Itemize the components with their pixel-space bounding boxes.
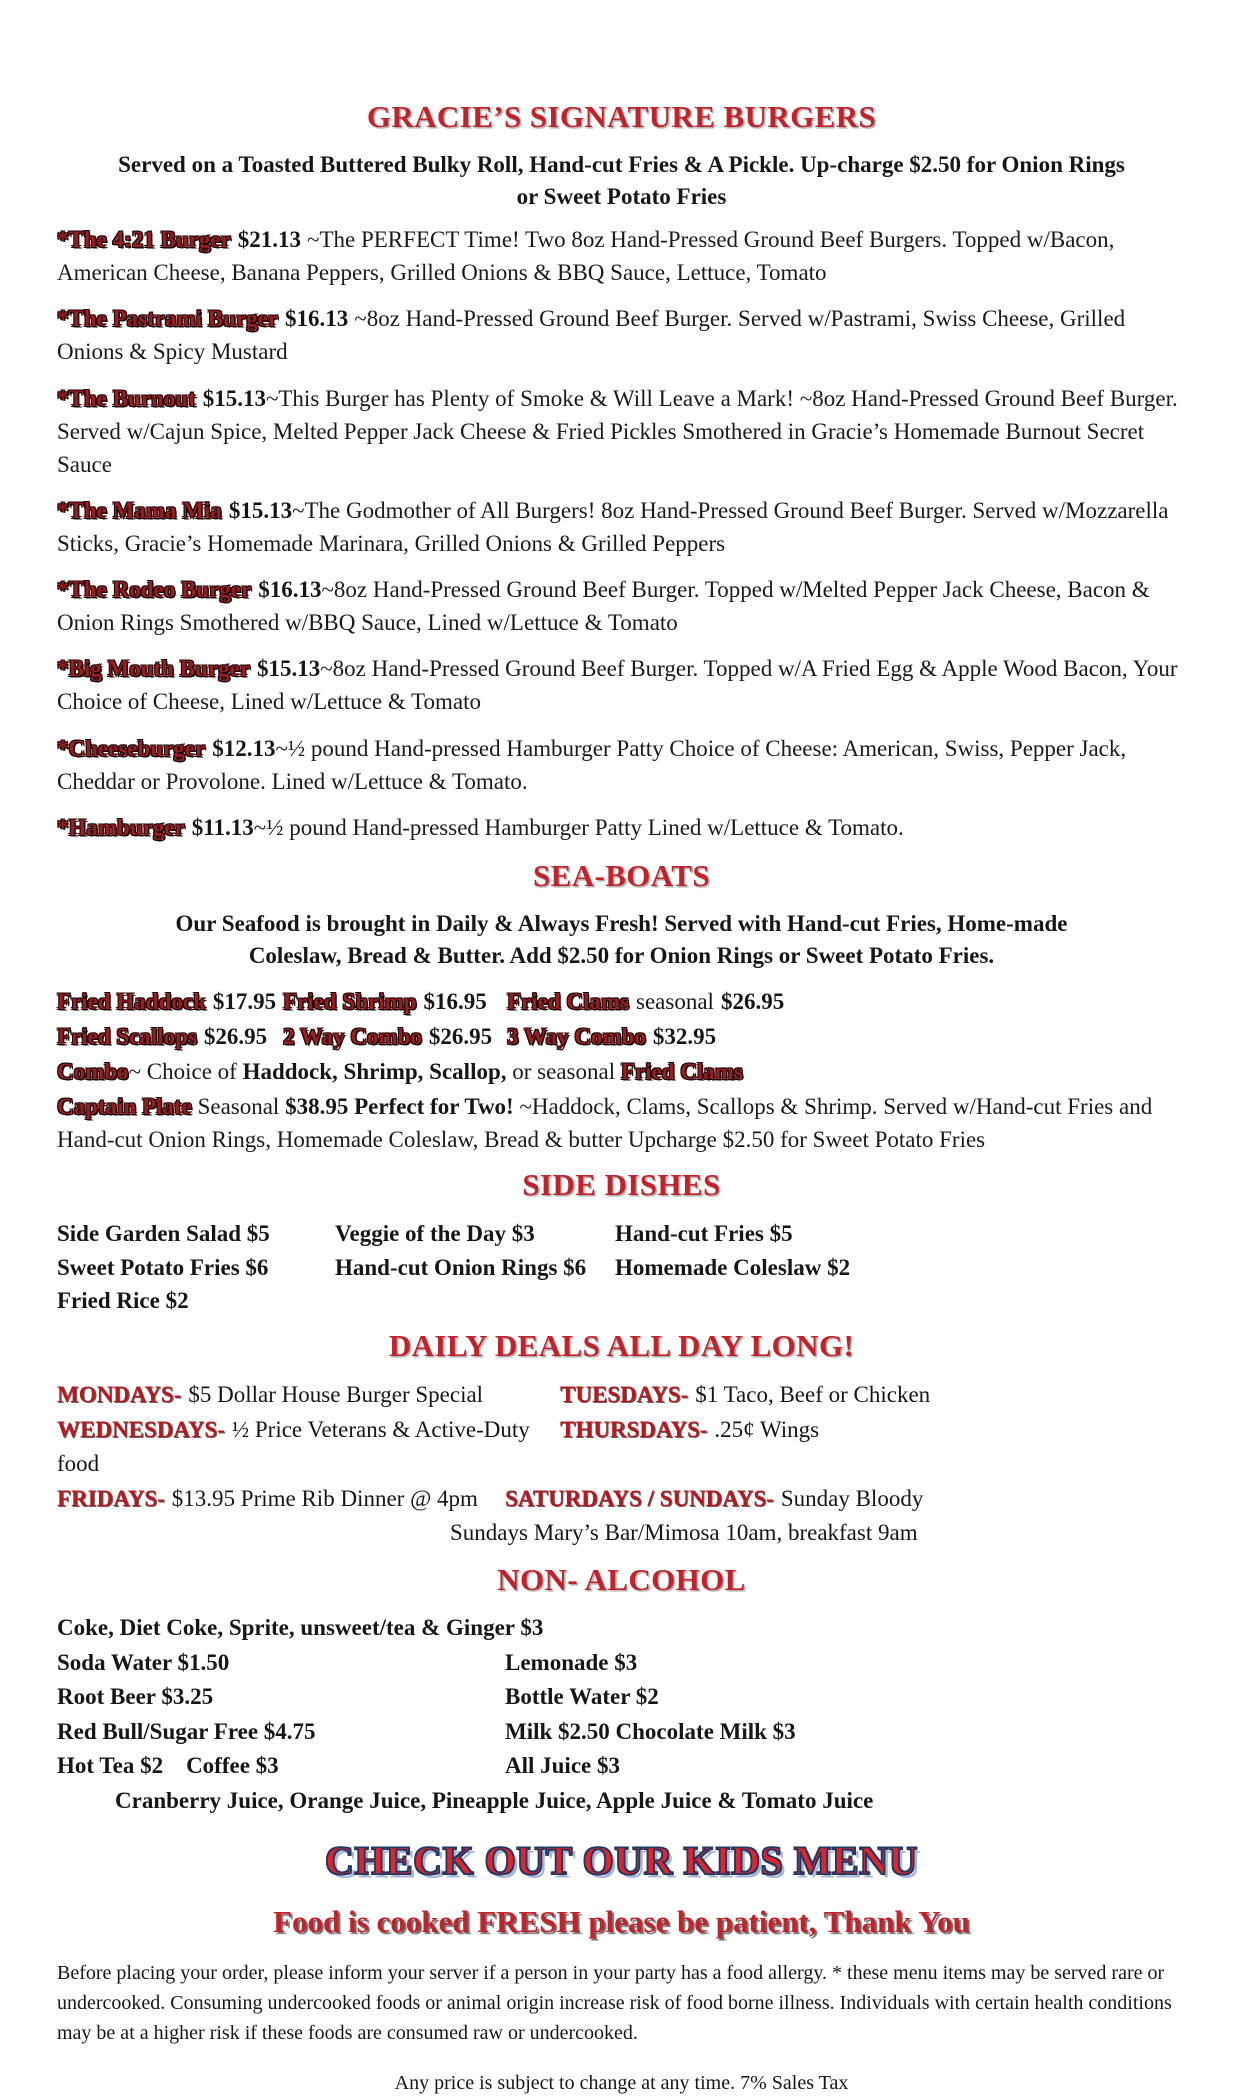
deal-friday [57, 1482, 505, 1517]
item-price: $15.13 [202, 385, 266, 411]
drink-item: All Juice $3 [505, 1753, 620, 1779]
item-name: *Cheeseburger [57, 735, 206, 761]
drink-sodas-line: Coke, Diet Coke, Sprite, unsweet/tea & Ginger $3 [57, 1615, 544, 1641]
drink-juices-line: Cranberry Juice, Orange Juice, Pineapple Juice, Apple Juice & Tomato Juice [115, 1787, 874, 1813]
item-price: $26.95 [203, 1024, 268, 1050]
drink-item: Hot Tea $2 Coffee $3 [57, 1753, 279, 1779]
item-price: $12.13 [212, 735, 276, 761]
item-price: $15.13 [228, 497, 293, 523]
side-dish: Homemade Coleslaw $2 [615, 1254, 851, 1280]
seaboats-captain-plate-line: Captain Plate Seasonal $38.95 Perfect for Two! ~Haddock, Clams, Scallops & Shrimp. Served w/Hand-cut Fries and Hand-cut Onion Rings, Homemade Coleslaw, Bread & butter Upcharge $2.50 for Sweet Potato Fries [57, 1094, 1153, 1153]
item-price: $21.13 [237, 227, 302, 253]
deal-text: $5 Dollar House Burger Special [188, 1382, 484, 1408]
item-name: 3 Way Combo [507, 1024, 646, 1050]
item-price: $15.13 [256, 656, 321, 682]
side-dish: Side Garden Salad $5 [57, 1221, 270, 1247]
deal-day: MONDAYS- [57, 1382, 182, 1408]
seaboat-item-3-way-combo [507, 1020, 1186, 1053]
item-name: Fried Clams [620, 1059, 743, 1085]
section-title-non-alcohol: NON- ALCOHOL [497, 1561, 746, 1597]
seaboats-intro: Our Seafood is brought in Daily & Always Fresh! Served with Hand-cut Fries, Home-made Coleslaw, Bread & Butter. Add $2.50 for Onion Rings or Sweet Potato Fries. [175, 910, 1068, 969]
deal-day: TUESDAYS- [560, 1382, 689, 1408]
deal-day: SATURDAYS / SUNDAYS- [505, 1485, 774, 1511]
deal-weekend [505, 1482, 1186, 1517]
kids-menu-banner: CHECK OUT OUR KIDS MENU [324, 1838, 919, 1884]
item-desc: ~This Burger has Plenty of Smoke & Will Leave a Mark! ~8oz Hand-Pressed Ground Beef Burger. Served w/Cajun Spice, Melted Pepper Jack Cheese & Fried Pickles Smothered in Gracie’s Homemade Burnout Secret Sauce [57, 385, 1178, 477]
item-name: *Hamburger [57, 814, 185, 840]
deal-tuesday [560, 1378, 1186, 1413]
seaboat-item-fried-haddock [57, 985, 283, 1018]
item-desc: ~8oz Hand-Pressed Ground Beef Burger. Topped w/A Fried Egg & Apple Wood Bacon, Your Choice of Cheese, Lined w/Lettuce & Tomato [57, 656, 1178, 715]
menu-item-hamburger [57, 811, 1186, 844]
price-tax-note: Any price is subject to change at any time. 7% Sales Tax [394, 2072, 849, 2095]
item-note: seasonal [636, 988, 714, 1014]
item-name: *The Pastrami Burger [57, 306, 279, 332]
deal-row-friday-weekend [57, 1482, 1186, 1517]
fresh-food-note: Food is cooked FRESH please be patient, Thank You [273, 1903, 970, 1939]
menu-item-421-burger [57, 223, 1186, 289]
deal-text: .25¢ Wings [714, 1416, 820, 1442]
menu-item-mama-mia [57, 494, 1186, 560]
item-price: $16.13 [285, 306, 349, 332]
drink-item: Milk $2.50 Chocolate Milk $3 [505, 1718, 796, 1744]
item-price: $32.95 [652, 1024, 717, 1050]
deal-day: FRIDAYS- [57, 1485, 165, 1511]
allergy-disclaimer: Before placing your order, please inform your server if a person in your party has a food allergy. * these menu items may be served rare or undercooked. Consuming undercooked foods or animal origin increase risk of food borne illness. Individuals with certain health conditions may be at a higher risk if these foods are consumed raw or undercooked. [57, 1962, 1172, 2045]
deal-monday [57, 1378, 560, 1413]
deal-weekend-continuation: Sundays Mary’s Bar/Mimosa 10am, breakfast 9am [450, 1520, 918, 1546]
item-price: $26.95 [428, 1024, 493, 1050]
menu-item-pastrami-burger [57, 302, 1186, 368]
item-desc: ~½ pound Hand-pressed Hamburger Patty Choice of Cheese: American, Swiss, Pepper Jack, Cheddar or Provolone. Lined w/Lettuce & Tomato. [57, 735, 1127, 794]
menu-item-burnout [57, 382, 1186, 481]
seaboat-item-fried-clams [507, 985, 1186, 1018]
item-name: Combo [57, 1059, 129, 1085]
side-dish: Hand-cut Fries $5 [615, 1221, 793, 1247]
item-desc: ~8oz Hand-Pressed Ground Beef Burger. Served w/Pastrami, Swiss Cheese, Grilled Onions & Spicy Mustard [57, 306, 1126, 365]
side-dishes-column-2 [335, 1217, 615, 1317]
menu-item-big-mouth-burger [57, 652, 1186, 718]
deal-text: $13.95 Prime Rib Dinner @ 4pm [171, 1485, 478, 1511]
drinks-grid [57, 1646, 1186, 1784]
side-dish: Hand-cut Onion Rings $6 [335, 1254, 587, 1280]
deal-wednesday [57, 1413, 560, 1482]
item-desc: ~½ pound Hand-pressed Hamburger Patty Lined w/Lettuce & Tomato. [253, 814, 904, 840]
side-dishes-grid [57, 1217, 1186, 1317]
item-name: Fried Haddock [57, 988, 206, 1014]
side-dish: Sweet Potato Fries $6 [57, 1254, 269, 1280]
deal-thursday [560, 1413, 1186, 1482]
section-title-daily-deals: DAILY DEALS ALL DAY LONG! [388, 1328, 855, 1364]
side-dish: Fried Rice $2 [57, 1287, 189, 1313]
item-price: $17.95 [212, 988, 277, 1014]
item-name: *The Burnout [57, 385, 196, 411]
drink-item: Root Beer $3.25 [57, 1684, 214, 1710]
item-name: Captain Plate [57, 1094, 192, 1120]
deal-text: $1 Taco, Beef or Chicken [695, 1382, 931, 1408]
item-desc: ~8oz Hand-Pressed Ground Beef Burger. Topped w/Melted Pepper Jack Cheese, Bacon & Onion Rings Smothered w/BBQ Sauce, Lined w/Lettuce & Tomato [57, 577, 1150, 636]
deal-day: WEDNESDAYS- [57, 1416, 225, 1442]
item-desc: ~The Godmother of All Burgers! 8oz Hand-Pressed Ground Beef Burger. Served w/Mozzarella Sticks, Gracie’s Homemade Marinara, Grilled Onions & Grilled Peppers [57, 497, 1169, 556]
menu-item-rodeo-burger [57, 573, 1186, 639]
item-name: *Big Mouth Burger [57, 656, 250, 682]
item-name: Fried Clams [507, 988, 630, 1014]
seaboats-combo-line: Combo~ Choice of Haddock, Shrimp, Scallop, or seasonal Fried Clams [57, 1059, 743, 1085]
section-title-seaboats: SEA-BOATS [532, 857, 711, 893]
side-dish: Veggie of the Day $3 [335, 1221, 535, 1247]
item-name: 2 Way Combo [283, 1024, 422, 1050]
drink-item: Soda Water $1.50 [57, 1649, 230, 1675]
item-price: $11.13 [191, 814, 254, 840]
seaboat-item-fried-shrimp [283, 985, 507, 1018]
item-price: $16.95 [423, 988, 487, 1014]
side-dishes-column-3 [615, 1217, 1186, 1317]
item-name: Fried Scallops [57, 1024, 197, 1050]
seaboats-price-grid [57, 985, 1186, 1053]
side-dishes-column-1 [57, 1217, 335, 1317]
item-name: *The Rodeo Burger [57, 577, 252, 603]
burgers-subtitle: Served on a Toasted Buttered Bulky Roll, Hand-cut Fries & A Pickle. Up-charge $2.50 for Onion Rings or Sweet Potato Fries [118, 151, 1125, 209]
item-name: *The Mama Mia [57, 497, 222, 523]
drink-item: Lemonade $3 [505, 1649, 638, 1675]
seaboat-item-fried-scallops [57, 1020, 283, 1053]
deal-row-monday-tuesday [57, 1378, 1186, 1413]
item-desc: ~The PERFECT Time! Two 8oz Hand-Pressed Ground Beef Burgers. Topped w/Bacon, American Cheese, Banana Peppers, Grilled Onions & BBQ Sauce, Lettuce, Tomato [57, 227, 1115, 286]
deal-text: ½ Price Veterans & Active-Duty food [57, 1416, 530, 1477]
section-title-burgers: GRACIE’S SIGNATURE BURGERS [366, 99, 877, 134]
seaboat-item-2-way-combo [283, 1020, 507, 1053]
drink-item: Red Bull/Sugar Free $4.75 [57, 1718, 316, 1744]
item-name: *The 4:21 Burger [57, 227, 231, 253]
deal-row-wednesday-thursday [57, 1413, 1186, 1482]
item-price: $16.13 [258, 577, 322, 603]
menu-page [57, 98, 1186, 2098]
deal-text: Sunday Bloody [780, 1485, 924, 1511]
drink-item: Bottle Water $2 [505, 1684, 659, 1710]
menu-item-cheeseburger [57, 732, 1186, 798]
item-price: $26.95 [720, 988, 785, 1014]
section-title-side-dishes: SIDE DISHES [522, 1167, 721, 1203]
deal-day: THURSDAYS- [560, 1416, 708, 1442]
item-name: Fried Shrimp [283, 988, 417, 1014]
